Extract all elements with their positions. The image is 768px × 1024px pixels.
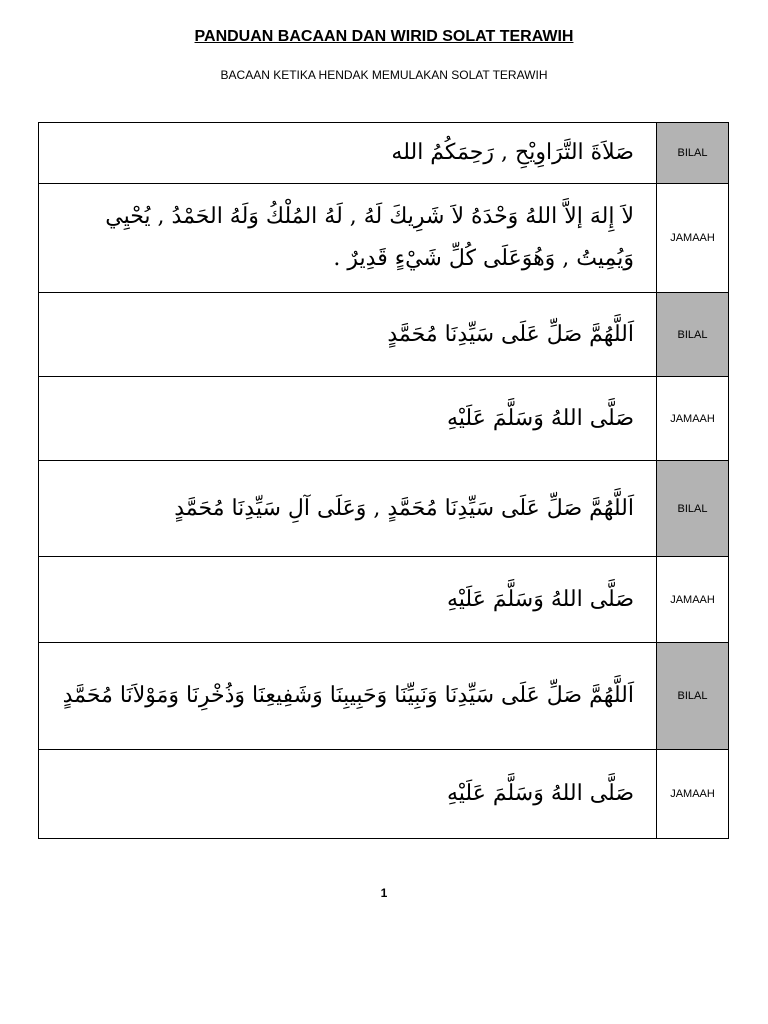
arabic-recitation: اَللَّهُمَّ صَلِّ عَلَى سَيِّدِنَا مُحَمَّدٍ bbox=[39, 293, 657, 377]
arabic-recitation: صَلَّى اللهُ وَسَلَّمَ عَلَيْهِ bbox=[39, 377, 657, 461]
arabic-recitation: صَلَّى اللهُ وَسَلَّمَ عَلَيْهِ bbox=[39, 557, 657, 643]
role-label: JAMAAH bbox=[657, 184, 729, 293]
document-subtitle: BACAAN KETIKA HENDAK MEMULAKAN SOLAT TERAWIH bbox=[220, 68, 548, 82]
wirid-table bbox=[38, 122, 729, 839]
table-row bbox=[39, 461, 729, 557]
role-label: JAMAAH bbox=[657, 377, 729, 461]
table-row bbox=[39, 123, 729, 184]
arabic-recitation: صَلَّى اللهُ وَسَلَّمَ عَلَيْهِ bbox=[39, 750, 657, 839]
role-label: BILAL bbox=[657, 461, 729, 557]
document-title: PANDUAN BACAAN DAN WIRID SOLAT TERAWIH bbox=[194, 28, 574, 45]
arabic-recitation: صَلاَةَ التَّرَاوِيْحِ , رَحِمَكُمُ الله bbox=[39, 123, 657, 184]
table-row bbox=[39, 377, 729, 461]
arabic-recitation: اَللَّهُمَّ صَلِّ عَلَى سَيِّدِنَا وَنَبِيِّنَا وَحَبِيبِنَا وَشَفِيعِنَا وَذُخْرِنَا وَمَوْلاَنَا مُحَمَّدٍ bbox=[39, 643, 657, 750]
role-label: BILAL bbox=[657, 123, 729, 184]
table-row bbox=[39, 643, 729, 750]
table-row bbox=[39, 750, 729, 839]
role-label: JAMAAH bbox=[657, 750, 729, 839]
page-number: 1 bbox=[380, 886, 388, 900]
role-label: BILAL bbox=[657, 643, 729, 750]
table-row bbox=[39, 557, 729, 643]
arabic-recitation: اَللَّهُمَّ صَلِّ عَلَى سَيِّدِنَا مُحَمَّدٍ , وَعَلَى آلِ سَيِّدِنَا مُحَمَّدٍ bbox=[39, 461, 657, 557]
role-label: BILAL bbox=[657, 293, 729, 377]
table-row bbox=[39, 184, 729, 293]
role-label: JAMAAH bbox=[657, 557, 729, 643]
table-row bbox=[39, 293, 729, 377]
arabic-recitation: لاَ إِلهَ إلاَّ اللهُ وَحْدَهُ لاَ شَرِيكَ لَهُ , لَهُ المُلْكُ وَلَهُ الحَمْدُ , يُحْيِي وَيُمِيتُ , وَهُوَعَلَى كُلِّ شَيْءٍ قَدِيرٌ . bbox=[39, 184, 657, 293]
